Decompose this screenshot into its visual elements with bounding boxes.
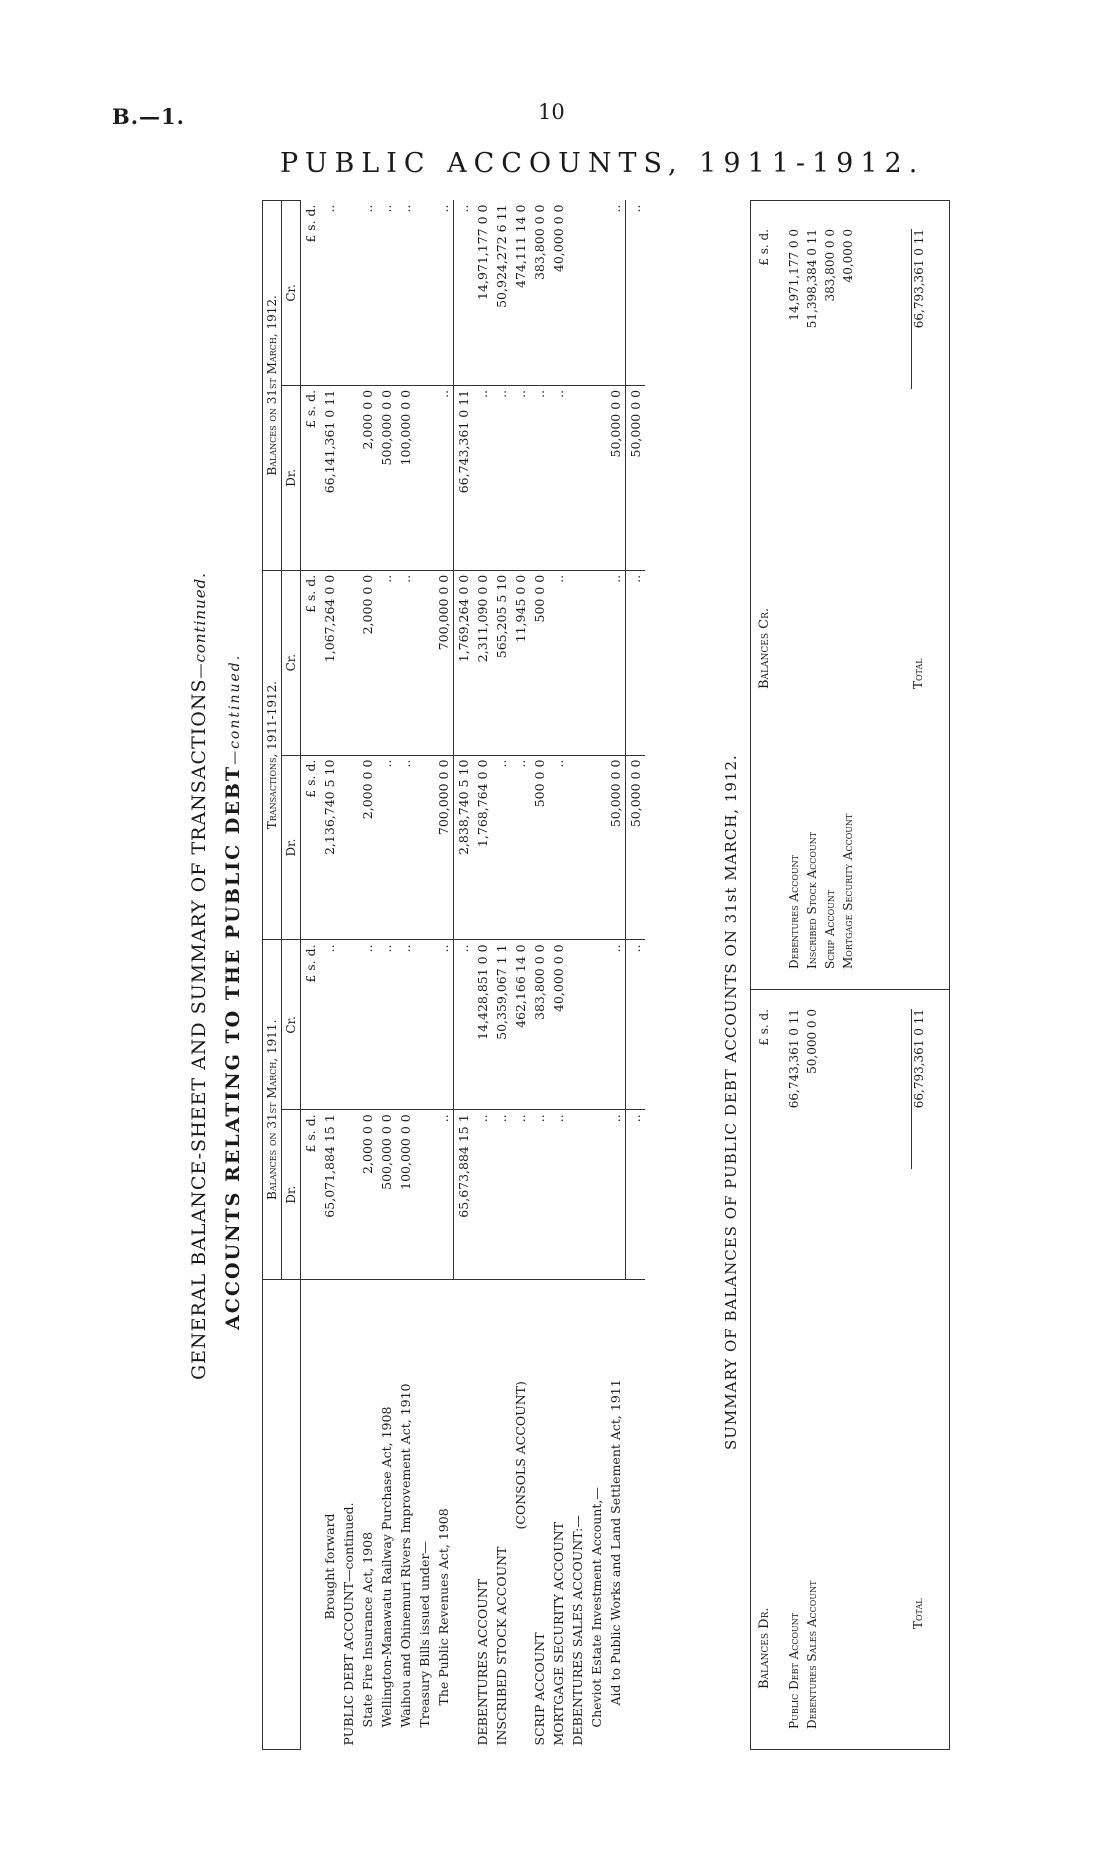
amount-cell: .. [358,201,377,386]
row-label: Cheviot Estate Investment Account,— [589,1487,604,1728]
amount-cell: 500 0 0 [530,570,549,755]
amount-cell: .. [511,1110,530,1280]
amount-cell: .. [626,1110,646,1280]
amount-cell [587,385,606,570]
amount-cell: 700,000 0 0 [434,570,454,755]
amount-cell [415,940,434,1110]
amount-cell: .. [434,940,454,1110]
row-label: DEBENTURES ACCOUNT [475,1578,490,1746]
row-label: The Public Revenues Act, 1908 [436,1508,451,1706]
summary-cr-heading: Balances Cr. [757,607,772,689]
amount-cell: 14,971,177 0 0 [473,201,492,386]
amount-cell: .. [492,755,511,940]
amount-cell [568,940,587,1110]
summary-dr-heading: Balances Dr. [757,1607,772,1689]
amount-cell: .. [396,755,415,940]
amount-cell: .. [434,385,454,570]
summary-cr-value: 40,000 0 [841,229,855,283]
summary-cr-label: Mortgage Security Account [841,813,855,969]
amount-cell: .. [606,1110,626,1280]
amount-cell: 50,000 0 0 [626,755,646,940]
summary-box [750,200,950,1750]
amount-cell [339,385,358,570]
summary-cr-value: 51,398,384 0 11 [805,229,819,329]
col-transactions: Transactions, 1911-1912. [263,570,282,940]
row-label: Aid to Public Works and Land Settlement Act, 1911 [608,1379,623,1706]
table-row [396,201,415,1750]
amount-cell: .. [606,201,626,386]
summary-dr-value: 50,000 0 0 [805,1009,819,1074]
cr-header: Cr. [282,940,301,1110]
amount-cell: 565,205 5 10 [492,570,511,755]
amount-cell: .. [434,1110,454,1280]
amount-cell: .. [511,385,530,570]
amount-cell: 2,136,740 5 10 [320,755,339,940]
lsd-label: £ s. d. [301,570,321,755]
row-label: PUBLIC DEBT ACCOUNT—continued. [341,1502,356,1746]
table-row [587,201,606,1750]
amount-cell: 66,743,361 0 11 [454,385,474,570]
amount-cell: 1,769,264 0 0 [454,570,474,755]
lsd-label: £ s. d. [301,755,321,940]
table-row [606,201,626,1750]
amount-cell: 40,000 0 0 [549,940,568,1110]
amount-cell: .. [377,755,396,940]
amount-cell [568,755,587,940]
amount-cell: .. [320,940,339,1110]
table-row [320,201,339,1750]
amount-cell: 2,838,740 5 10 [454,755,474,940]
summary-cr [751,199,949,989]
amount-cell: .. [530,1110,549,1280]
row-label: Brought forward [322,1513,337,1620]
amount-cell [587,1110,606,1280]
lsd-row [301,201,321,1750]
amount-cell: .. [377,201,396,386]
summary-cr-value: 14,971,177 0 0 [787,229,801,321]
amount-cell: 50,000 0 0 [626,385,646,570]
col-balances-1911: Balances on 31st March, 1911. [263,940,282,1280]
amount-cell: .. [492,385,511,570]
page-number: 10 [538,100,565,124]
amount-cell: 50,924,272 6 11 [492,201,511,386]
table-row [626,201,646,1750]
amount-cell: .. [606,940,626,1110]
amount-cell: 2,311,090 0 0 [473,570,492,755]
amount-cell: 66,141,361 0 11 [320,385,339,570]
amount-cell [568,570,587,755]
amount-cell: .. [434,201,454,386]
amount-cell: 11,945 0 0 [511,570,530,755]
amount-cell [415,385,434,570]
amount-cell: .. [492,1110,511,1280]
amount-cell: .. [511,755,530,940]
amount-cell: .. [549,385,568,570]
amount-cell [587,570,606,755]
summary-dr-total-label: Total [911,1598,925,1629]
amount-cell: .. [473,1110,492,1280]
col-balances-1912: Balances on 31st March, 1912. [263,201,282,571]
amount-cell: 500 0 0 [530,755,549,940]
amount-cell: 1,768,764 0 0 [473,755,492,940]
amount-cell: .. [377,940,396,1110]
amount-cell [339,1110,358,1280]
section-title: ACCOUNTS RELATING TO THE PUBLIC DEBT—continued. [222,653,244,1330]
summary-dr-value: 66,743,361 0 11 [787,1009,801,1109]
amount-cell: 2,000 0 0 [358,570,377,755]
table-row [549,201,568,1750]
table-row [511,201,530,1750]
amount-cell [587,755,606,940]
public-debt-table [262,200,645,1750]
rotated-table-page [170,200,970,1750]
amount-cell [339,755,358,940]
amount-cell: 700,000 0 0 [434,755,454,940]
amount-cell: 383,800 0 0 [530,201,549,386]
amount-cell [415,201,434,386]
amount-cell [568,201,587,386]
table-row [434,201,454,1750]
amount-cell: 50,000 0 0 [606,385,626,570]
amount-cell: 500,000 0 0 [377,385,396,570]
summary-dr-label: Public Debt Account [787,1612,801,1729]
amount-cell [587,940,606,1110]
balance-sheet-title: GENERAL BALANCE-SHEET AND SUMMARY OF TRANSACTIONS—continued. [188,572,210,1380]
dr-header: Dr. [282,1110,301,1280]
amount-cell: 14,428,851 0 0 [473,940,492,1110]
summary-cr-value: 383,800 0 0 [823,229,837,302]
summary-cr-label: Inscribed Stock Account [805,831,819,969]
amount-cell: 40,000 0 0 [549,201,568,386]
amount-cell: .. [396,940,415,1110]
summary-cr-label: Debentures Account [787,855,801,969]
amount-cell: 474,111 14 0 [511,201,530,386]
lsd-label: £ s. d. [301,385,321,570]
lsd-label: £ s. d. [301,201,321,386]
amount-cell [415,755,434,940]
table-row [454,201,474,1750]
amount-cell: .. [626,940,646,1110]
summary-dr [751,989,949,1749]
amount-cell: .. [549,755,568,940]
row-label: State Fire Insurance Act, 1908 [360,1531,375,1728]
label-header [263,1280,301,1750]
summary-cr-total: 66,793,361 0 11 [911,229,926,389]
amount-cell [339,201,358,386]
amount-cell: .. [549,1110,568,1280]
amount-cell: .. [626,201,646,386]
amount-cell: .. [549,570,568,755]
amount-cell: 2,000 0 0 [358,385,377,570]
amount-cell [339,570,358,755]
amount-cell: .. [358,940,377,1110]
amount-cell: .. [454,201,474,386]
amount-cell: .. [396,570,415,755]
row-label: Treasury Bills issued under— [417,1541,432,1728]
summary-dr-total: 66,793,361 0 11 [911,1009,926,1169]
amount-cell: 1,067,264 0 0 [320,570,339,755]
amount-cell [568,385,587,570]
amount-cell: .. [454,940,474,1110]
page-title: PUBLIC ACCOUNTS, 1911-1912. [280,148,925,179]
table-row [473,201,492,1750]
row-label: (CONSOLS ACCOUNT) [513,1381,528,1530]
amount-cell [415,570,434,755]
amount-cell: 383,800 0 0 [530,940,549,1110]
amount-cell: 2,000 0 0 [358,755,377,940]
amount-cell: 50,000 0 0 [606,755,626,940]
amount-cell [339,940,358,1110]
amount-cell: 500,000 0 0 [377,1110,396,1280]
row-label: DEBENTURES SALES ACCOUNT:— [570,1515,585,1746]
table-row [377,201,396,1750]
table-row [415,201,434,1750]
table-row [568,201,587,1750]
lsd-label: £ s. d. [301,940,321,1110]
summary-dr-label: Debentures Sales Account [805,1580,819,1729]
amount-cell: 65,071,884 15 1 [320,1110,339,1280]
amount-cell [415,1110,434,1280]
summary-lsd: £ s. d. [757,1009,771,1046]
amount-cell: .. [473,385,492,570]
cr-header: Cr. [282,570,301,755]
row-label: SCRIP ACCOUNT [532,1632,547,1746]
row-label [626,1280,646,1750]
amount-cell: .. [530,385,549,570]
lsd-label: £ s. d. [301,1110,321,1280]
dr-header: Dr. [282,385,301,570]
row-label: INSCRIBED STOCK ACCOUNT [494,1546,509,1746]
table-row [358,201,377,1750]
amount-cell: 65,673,884 15 1 [454,1110,474,1280]
amount-cell: 100,000 0 0 [396,1110,415,1280]
document-reference: B.—1. [112,104,185,129]
summary-cr-total-label: Total [911,658,925,689]
cr-header: Cr. [282,201,301,386]
amount-cell: .. [377,570,396,755]
amount-cell: .. [320,201,339,386]
summary-cr-label: Scrip Account [823,889,837,969]
table-row [492,201,511,1750]
amount-cell [568,1110,587,1280]
table-row [339,201,358,1750]
row-label: MORTGAGE SECURITY ACCOUNT [551,1521,566,1746]
amount-cell: .. [626,570,646,755]
table-row [530,201,549,1750]
amount-cell: 50,359,067 1 1 [492,940,511,1110]
summary-lsd: £ s. d. [757,229,771,266]
amount-cell: 462,166 14 0 [511,940,530,1110]
amount-cell: 2,000 0 0 [358,1110,377,1280]
amount-cell [587,201,606,386]
summary-title: SUMMARY OF BALANCES OF PUBLIC DEBT ACCOUNTS ON 31st MARCH, 1912. [722,754,740,1450]
amount-cell: .. [606,570,626,755]
row-label [454,1280,474,1750]
dr-header: Dr. [282,755,301,940]
amount-cell: 100,000 0 0 [396,385,415,570]
amount-cell: .. [396,201,415,386]
row-label: Waihou and Ohinemuri Rivers Improvement Act, 1910 [398,1383,413,1728]
row-label: Wellington-Manawatu Railway Purchase Act, 1908 [379,1406,394,1728]
